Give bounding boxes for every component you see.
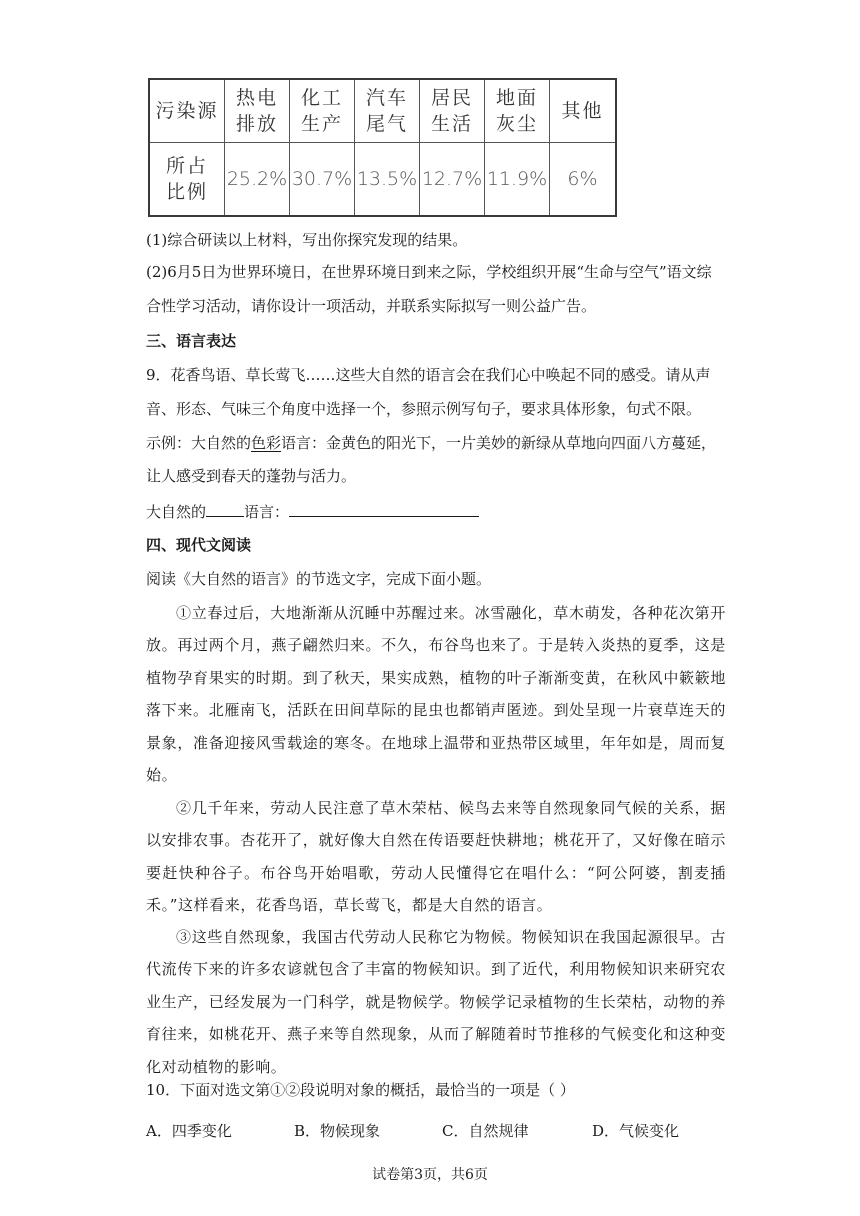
q8-part2-line2: 合性学习活动，请你设计一项活动，并联系实际拟写一则公益广告。 xyxy=(146,297,597,315)
q9-line1: 9．花香鸟语、草长莺飞……这些大自然的语言会在我们心中唤起不同的感受。请从声 xyxy=(146,366,711,384)
table-cell: 25.2% xyxy=(225,143,290,217)
q10-option-d[interactable]: D．气候变化 xyxy=(592,1122,680,1140)
table-header-cell: 其他 xyxy=(550,79,617,143)
q9-answer-blank-short[interactable] xyxy=(206,500,244,517)
q9-fill-middle: 语言： xyxy=(244,503,290,521)
q9-example-suffix: 语言：金黄色的阳光下，一片美妙的新绿从草地向四面八方蔓延， xyxy=(281,434,717,452)
table-row xyxy=(149,143,616,217)
q9-example-prefix: 示例：大自然的 xyxy=(146,434,252,452)
reading-intro: 阅读《大自然的语言》的节选文字，完成下面小题。 xyxy=(146,570,492,588)
table-header-cell: 热电 排放 xyxy=(225,79,290,143)
q8-part1: (1)综合研读以上材料，写出你探究发现的结果。 xyxy=(146,231,468,249)
section-title-modern-reading: 四、现代文阅读 xyxy=(146,536,252,554)
reading-paragraph-1: ①立春过后，大地渐渐从沉睡中苏醒过来。冰雪融化，草木萌发，各种花次第开放。再过两个月，燕子翩然归来。不久，布谷鸟也来了。于是转入炎热的夏季，这是植物孕育果实的时期。到了秋天，果实成熟，植物的叶子渐渐变黄，在秋风中簌簌地落下来。北雁南飞，活跃在田间草际的昆虫也都销声匿迹。到处呈现一片衰草连天的景象，准备迎接风雪载途的寒冬。在地球上温带和亚热带区域里，年年如是，周而复始。 xyxy=(146,604,726,785)
q9-answer-blank-long[interactable] xyxy=(289,500,479,517)
q9-example-underlined: 色彩 xyxy=(251,434,282,452)
q9-example-line2: 让人感受到春天的蓬勃与活力。 xyxy=(146,467,357,485)
q9-example xyxy=(146,433,716,453)
table-cell: 30.7% xyxy=(290,143,355,217)
table-header-cell: 汽车 尾气 xyxy=(355,79,420,143)
q10-option-c[interactable]: C．自然规律 xyxy=(442,1122,529,1140)
table-header-cell: 居民 生活 xyxy=(420,79,485,143)
q8-part2-line1: (2)6月5日为世界环境日，在世界环境日到来之际，学校组织开展“生命与空气”语文综 xyxy=(146,263,712,281)
q10-option-b[interactable]: B．物候现象 xyxy=(294,1122,381,1140)
table-cell: 13.5% xyxy=(355,143,420,217)
q9-fill-prefix: 大自然的 xyxy=(146,503,207,521)
section-title-language-expression: 三、语言表达 xyxy=(146,332,237,350)
table-header-cell: 地面 灰尘 xyxy=(485,79,550,143)
table-row-label: 所占 比例 xyxy=(149,143,225,217)
table-header-row xyxy=(149,79,616,143)
table-cell: 11.9% xyxy=(485,143,550,217)
page-footer: 试卷第3页，共6页 xyxy=(372,1167,488,1183)
q9-line2: 音、形态、气味三个角度中选择一个，参照示例写句子，要求具体形象，句式不限。 xyxy=(146,400,702,418)
table-header-cell: 化工 生产 xyxy=(290,79,355,143)
q10-stem: 10．下面对选文第①②段说明对象的概括，最恰当的一项是（ ） xyxy=(146,1081,575,1099)
table-header-cell: 污染源 xyxy=(149,79,225,143)
q10-option-a[interactable]: A．四季变化 xyxy=(146,1122,232,1140)
table-cell: 12.7% xyxy=(420,143,485,217)
pollution-source-table xyxy=(148,78,617,217)
q9-fill-line xyxy=(146,500,479,522)
reading-paragraph-2: ②几千年来，劳动人民注意了草木荣枯、候鸟去来等自然现象同气候的关系，据以安排农事。杏花开了，就好像大自然在传语要赶快耕地；桃花开了，又好像在暗示要赶快种谷子。布谷鸟开始唱歌，劳动人民懂得它在唱什么：“阿公阿婆，割麦插禾。”这样看来，花香鸟语，草长莺飞，都是大自然的语言。 xyxy=(146,799,726,915)
reading-paragraph-3: ③这些自然现象，我国古代劳动人民称它为物候。物候知识在我国起源很早。古代流传下来的许多农谚就包含了丰富的物候知识。到了近代，利用物候知识来研究农业生产，已经发展为一门科学，就是物候学。物候学记录植物的生长荣枯，动物的养育往来，如桃花开、燕子来等自然现象，从而了解随着时节推移的气候变化和这种变化对动植物的影响。 xyxy=(146,928,726,1076)
table-cell: 6% xyxy=(550,143,617,217)
